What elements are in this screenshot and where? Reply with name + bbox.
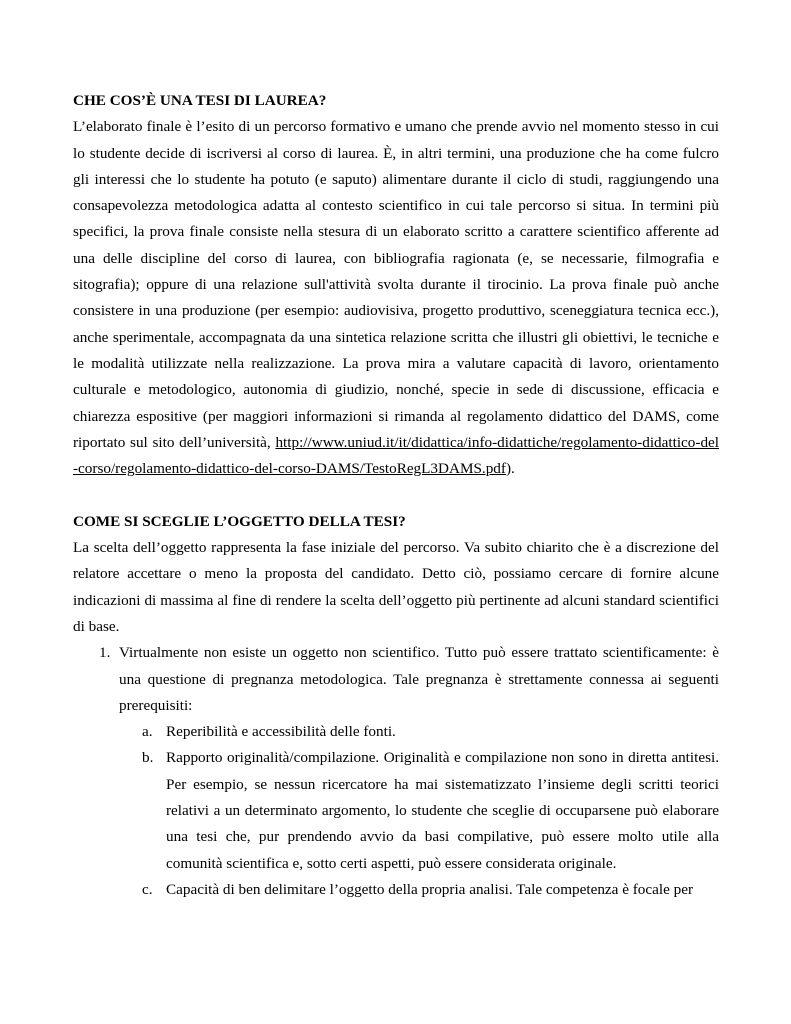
- section-intro-oggetto-tesi: La scelta dell’oggetto rappresenta la fase iniziale del percorso. Va subito chiarito che è a discrezione del relatore accettare o meno la proposta del candidato. Detto ciò, possiamo cercare di fornire alcune indicazioni di massima al fine di rendere la scelta dell’oggetto più pertinente ad alcuni standard scientifici di base.: [73, 539, 719, 635]
- sublist-item: [142, 719, 719, 745]
- section-body-tesi-di-laurea: [73, 114, 719, 482]
- sublist-item: [142, 877, 719, 903]
- sublist-item-letter: b.: [142, 749, 154, 767]
- sublist-item-letter: c.: [142, 880, 153, 898]
- sublist-item-text: Capacità di ben delimitare l’oggetto della propria analisi. Tale competenza è focale per: [166, 880, 694, 898]
- section-heading-oggetto-tesi: COME SI SCEGLIE L’OGGETTO DELLA TESI?: [73, 512, 406, 530]
- list-item: [99, 640, 719, 903]
- list-item-number: 1.: [99, 644, 111, 662]
- numbered-list: [73, 640, 719, 903]
- body-text: L’elaborato finale è l’esito di un percorso formativo e umano che prende avvio nel momento stesso in cui lo studente decide di iscriversi al corso di laurea. È, in altri termini, una produzione che ha come fulcro gli interessi che lo studente ha potuto (e saputo) alimentare durante il ciclo di studi, raggiungendo una consapevolezza metodologica adatta al contesto scientifico in cui tale percorso si situa. In termini più specifici, la prova finale consiste nella stesura di un elaborato scritto a carattere scientifico afferente ad una delle discipline del corso di laurea, con bibliografia ragionata (e, se necessarie, filmografia e sitografia); oppure di una relazione sull'attività svolta durante il tirocinio. La prova finale può anche consistere in una produzione (per esempio: audiovisiva, progetto produttivo, sceneggiatura tecnica ecc.), anche sperimentale, accompagnata da una sintetica relazione scritta che illustri gli obiettivi, le tecniche e le modalità utilizzate nella realizzazione. La prova mira a valutare capacità di lavoro, orientamento culturale e metodologico, autonomia di giudizio, nonché, specie in sede di discussione, efficacia e chiarezza espositive (per maggiori informazioni si rimanda al regolamento didattico del DAMS, come riportato sul sito dell’università,: [73, 118, 719, 451]
- sublist-item-letter: a.: [142, 723, 153, 741]
- lettered-sublist: [119, 719, 719, 903]
- sublist-item-text: Rapporto originalità/compilazione. Originalità e compilazione non sono in diretta antitesi. Per esempio, se nessun ricercatore ha mai sistematizzato l’insieme degli scritti teorici relativi a un determinato argomento, lo studente che sceglie di occuparsene può elaborare una tesi che, pur prendendo avvio da basi compilative, può essere molto utile alla comunità scientifica e, sotto certi aspetti, può essere considerata originale.: [166, 749, 719, 872]
- sublist-item: [142, 745, 719, 876]
- section-heading-tesi-di-laurea: CHE COS’È UNA TESI DI LAUREA?: [73, 92, 327, 109]
- regolamento-link[interactable]: http://www.uniud.it/it/didattica/info-didattiche/regolamento-didattico-del-corso/regolamento-didattico-del-corso-DAMS/TestoRegL3DAMS.pdf: [73, 433, 719, 478]
- sublist-item-text: Reperibilità e accessibilità delle fonti.: [166, 723, 396, 741]
- list-item-text: Virtualmente non esiste un oggetto non scientifico. Tutto può essere trattato scientificamente: è una questione di pregnanza metodologica. Tale pregnanza è strettamente connessa ai seguenti prerequisiti:: [119, 644, 719, 714]
- paragraph-spacer: [73, 482, 719, 508]
- body-closing-text: ).: [505, 460, 515, 478]
- document-page: [73, 88, 719, 903]
